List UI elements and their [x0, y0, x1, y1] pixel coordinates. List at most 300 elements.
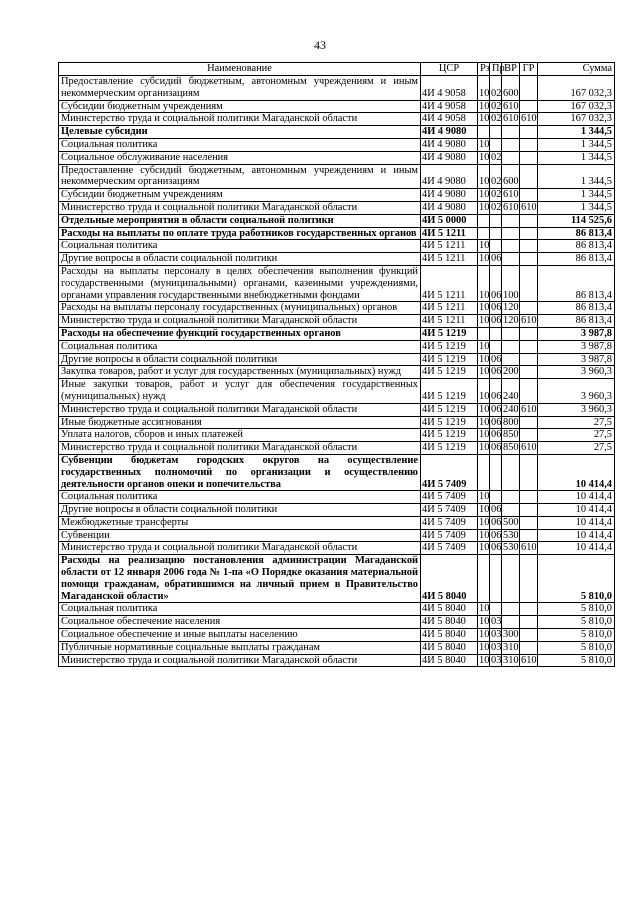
- table-row: [59, 126, 615, 139]
- row-csr: 4И 5 1211: [421, 227, 478, 240]
- table-row: [59, 529, 615, 542]
- row-name: Иные бюджетные ассигнования: [59, 416, 421, 429]
- row-rz: 10: [479, 416, 490, 428]
- row-sum: 5 810,0: [538, 555, 615, 603]
- row-sum: 3 987,8: [538, 340, 615, 353]
- table-row: [59, 113, 615, 126]
- row-pr: [490, 327, 502, 340]
- table-row: [59, 151, 615, 164]
- row-name: Министерство труда и социальной политики Магаданской области: [59, 442, 421, 455]
- row-gr: [520, 327, 538, 340]
- row-gr: 610: [521, 403, 537, 415]
- row-name: Другие вопросы в области социальной политики: [59, 253, 421, 266]
- row-rz: [478, 454, 490, 490]
- row-pr: 06: [491, 302, 502, 314]
- table-row: [59, 366, 615, 379]
- row-rz: 10: [479, 151, 490, 163]
- table-row: [59, 542, 615, 555]
- row-pr: 06: [491, 442, 502, 454]
- row-vr: 610: [503, 201, 519, 213]
- table-row: [59, 491, 615, 504]
- row-name: Министерство труда и социальной политики Магаданской области: [59, 113, 421, 126]
- row-sum: 5 810,0: [538, 603, 615, 616]
- row-sum: 3 987,8: [538, 327, 615, 340]
- row-name: Расходы на выплаты персоналу государственных (муниципальных) органов: [59, 302, 421, 315]
- row-rz: 10: [479, 201, 490, 213]
- row-vr: 120: [503, 302, 519, 314]
- header-name: Наименование: [59, 63, 421, 76]
- row-csr: 4И 5 1219: [421, 327, 478, 340]
- table-row: [59, 164, 615, 189]
- table-row: [59, 641, 615, 654]
- row-gr: [520, 603, 538, 616]
- table-row: [59, 227, 615, 240]
- row-vr: 300: [503, 629, 519, 641]
- row-csr: 4И 4 9080: [421, 138, 478, 151]
- row-pr: 02: [490, 76, 502, 101]
- row-rz: 10: [479, 340, 490, 352]
- row-pr: 06: [491, 516, 502, 528]
- row-csr: 4И 5 1219: [421, 340, 478, 353]
- row-name: Целевые субсидии: [59, 126, 421, 139]
- row-rz: 10: [479, 302, 490, 314]
- table-row: [59, 403, 615, 416]
- row-vr: 850: [503, 442, 519, 454]
- row-vr: [502, 504, 520, 517]
- row-csr: 4И 4 9080: [421, 201, 478, 214]
- row-pr: 02: [490, 164, 502, 189]
- row-vr: 850: [503, 429, 519, 441]
- table-row: [59, 442, 615, 455]
- row-name: Субсидии бюджетным учреждениям: [59, 100, 421, 113]
- row-csr: 4И 5 1211: [421, 253, 478, 266]
- row-sum: 114 525,6: [538, 214, 615, 227]
- row-csr: 4И 5 8040: [421, 616, 478, 629]
- row-gr: [520, 529, 538, 542]
- row-name: Субвенции: [59, 529, 421, 542]
- row-pr: [490, 214, 502, 227]
- row-vr: 310: [503, 641, 519, 653]
- table-row: [59, 654, 615, 667]
- row-vr: 200: [503, 366, 519, 378]
- row-pr: [490, 126, 502, 139]
- row-csr: 4И 5 1211: [421, 302, 478, 315]
- row-csr: 4И 4 9080: [421, 164, 478, 189]
- row-name: Расходы на обеспечение функций государственных органов: [59, 327, 421, 340]
- row-sum: 1 344,5: [538, 189, 615, 202]
- row-rz: 10: [479, 100, 490, 112]
- row-gr: [520, 302, 538, 315]
- row-csr: 4И 4 9080: [421, 151, 478, 164]
- row-csr: 4И 5 0000: [421, 214, 478, 227]
- row-pr: 06: [491, 253, 502, 265]
- page-number: 43: [314, 38, 326, 52]
- row-gr: 610: [521, 654, 537, 666]
- table-row: [59, 240, 615, 253]
- table-row: [59, 516, 615, 529]
- row-sum: 167 032,3: [538, 113, 615, 126]
- row-name: Министерство труда и социальной политики Магаданской области: [59, 201, 421, 214]
- header-vr: ВР: [502, 63, 520, 76]
- row-gr: [520, 151, 538, 164]
- row-name: Другие вопросы в области социальной политики: [59, 504, 421, 517]
- row-name: Субвенции бюджетам городских округов на осуществление государственных полномочий по организации и осуществлению деятельности органов опеки и попечительства: [59, 454, 421, 490]
- row-gr: [520, 429, 538, 442]
- row-gr: [520, 265, 538, 301]
- row-vr: 800: [503, 416, 519, 428]
- row-vr: [502, 616, 520, 629]
- row-pr: 06: [491, 429, 502, 441]
- row-gr: [520, 491, 538, 504]
- row-name: Другие вопросы в области социальной политики: [59, 353, 421, 366]
- row-vr: 600: [502, 164, 520, 189]
- budget-table: [58, 62, 615, 667]
- row-sum: 3 987,8: [538, 353, 615, 366]
- row-vr: 240: [503, 403, 519, 415]
- row-gr: 610: [521, 113, 537, 125]
- row-csr: 4И 5 8040: [421, 654, 478, 667]
- row-pr: 03: [491, 616, 502, 628]
- row-csr: 4И 5 8040: [421, 629, 478, 642]
- row-gr: [520, 189, 538, 202]
- row-csr: 4И 5 1219: [421, 403, 478, 416]
- table-row: [59, 214, 615, 227]
- row-sum: 5 810,0: [538, 654, 615, 667]
- row-sum: 10 414,4: [538, 504, 615, 517]
- row-vr: [502, 454, 520, 490]
- table-row: [59, 416, 615, 429]
- row-rz: [478, 327, 490, 340]
- row-rz: 10: [479, 429, 490, 441]
- row-csr: 4И 5 1211: [421, 315, 478, 328]
- row-rz: [478, 214, 490, 227]
- row-vr: [502, 491, 520, 504]
- row-vr: 310: [503, 654, 519, 666]
- row-pr: 06: [490, 379, 502, 404]
- row-pr: [490, 555, 502, 603]
- row-name: Министерство труда и социальной политики Магаданской области: [59, 542, 421, 555]
- row-pr: [490, 491, 502, 504]
- row-pr: 06: [491, 416, 502, 428]
- row-rz: 10: [479, 353, 490, 365]
- table-row: [59, 629, 615, 642]
- header-pr: Пр: [490, 63, 502, 76]
- row-vr: 100: [502, 265, 520, 301]
- row-csr: 4И 5 1219: [421, 442, 478, 455]
- row-vr: [502, 138, 520, 151]
- row-vr: [502, 126, 520, 139]
- row-sum: 1 344,5: [538, 164, 615, 189]
- row-pr: 02: [491, 201, 502, 213]
- row-vr: 610: [503, 100, 519, 112]
- row-pr: 06: [491, 504, 502, 516]
- row-sum: 86 813,4: [538, 240, 615, 253]
- row-rz: 10: [478, 164, 490, 189]
- row-name: Предоставление субсидий бюджетным, автономным учреждениям и иным некоммерческим организациям: [59, 76, 421, 101]
- row-rz: 10: [479, 504, 490, 516]
- row-gr: [520, 340, 538, 353]
- row-pr: 03: [491, 641, 502, 653]
- table-row: [59, 253, 615, 266]
- table-body: [59, 76, 615, 667]
- row-vr: [502, 340, 520, 353]
- row-pr: 06: [491, 353, 502, 365]
- row-rz: 10: [479, 654, 490, 666]
- row-name: Министерство труда и социальной политики Магаданской области: [59, 315, 421, 328]
- table-row: [59, 616, 615, 629]
- row-name: Социальная политика: [59, 138, 421, 151]
- row-csr: 4И 5 8040: [421, 555, 478, 603]
- row-sum: 86 813,4: [538, 315, 615, 328]
- row-csr: 4И 4 9080: [421, 189, 478, 202]
- row-gr: 610: [521, 442, 537, 454]
- row-gr: [520, 366, 538, 379]
- table-row: [59, 504, 615, 517]
- row-csr: 4И 4 9058: [421, 113, 478, 126]
- row-sum: 27,5: [538, 416, 615, 429]
- row-vr: 610: [503, 189, 519, 201]
- row-gr: 610: [521, 201, 537, 213]
- row-rz: 10: [479, 253, 490, 265]
- row-name: Уплата налогов, сборов и иных платежей: [59, 429, 421, 442]
- row-sum: 3 960,3: [538, 366, 615, 379]
- row-name: Социальная политика: [59, 240, 421, 253]
- row-sum: 86 813,4: [538, 302, 615, 315]
- row-pr: 03: [491, 654, 502, 666]
- row-gr: [520, 454, 538, 490]
- row-name: Субсидии бюджетным учреждениям: [59, 189, 421, 202]
- row-sum: 27,5: [538, 442, 615, 455]
- row-pr: 03: [491, 629, 502, 641]
- row-rz: 10: [479, 603, 490, 615]
- row-pr: 06: [491, 315, 502, 327]
- row-vr: [502, 603, 520, 616]
- row-sum: 5 810,0: [538, 641, 615, 654]
- table-row: [59, 327, 615, 340]
- row-vr: 610: [503, 113, 519, 125]
- row-gr: [520, 379, 538, 404]
- row-csr: 4И 5 1211: [421, 240, 478, 253]
- row-vr: [502, 253, 520, 266]
- header-gr: ГР: [520, 63, 538, 76]
- row-gr: [520, 353, 538, 366]
- row-pr: [490, 603, 502, 616]
- row-gr: [520, 629, 538, 642]
- row-vr: [502, 151, 520, 164]
- row-csr: 4И 5 8040: [421, 641, 478, 654]
- row-sum: 167 032,3: [538, 100, 615, 113]
- row-sum: 3 960,3: [538, 403, 615, 416]
- table-row: [59, 189, 615, 202]
- row-gr: 610: [521, 542, 537, 554]
- row-name: Министерство труда и социальной политики Магаданской области: [59, 654, 421, 667]
- row-name: Социальное обеспечение населения: [59, 616, 421, 629]
- row-sum: 86 813,4: [538, 265, 615, 301]
- row-name: Социальная политика: [59, 491, 421, 504]
- row-rz: 10: [478, 379, 490, 404]
- row-sum: 86 813,4: [538, 227, 615, 240]
- table-row: [59, 429, 615, 442]
- row-pr: 06: [491, 366, 502, 378]
- row-rz: 10: [479, 366, 490, 378]
- row-rz: 10: [479, 529, 490, 541]
- table-row: [59, 76, 615, 101]
- row-vr: [502, 240, 520, 253]
- row-vr: 530: [503, 529, 519, 541]
- header-row: [59, 63, 615, 76]
- row-pr: [490, 454, 502, 490]
- row-gr: [520, 164, 538, 189]
- row-gr: [520, 76, 538, 101]
- row-rz: [478, 555, 490, 603]
- row-rz: 10: [478, 265, 490, 301]
- row-sum: 1 344,5: [538, 126, 615, 139]
- row-name: Расходы на выплаты по оплате труда работников государственных органов: [59, 227, 421, 240]
- row-pr: 02: [491, 151, 502, 163]
- row-pr: [490, 340, 502, 353]
- row-pr: 02: [491, 100, 502, 112]
- row-rz: 10: [479, 113, 490, 125]
- row-gr: [520, 516, 538, 529]
- table-row: [59, 454, 615, 490]
- row-name: Иные закупки товаров, работ и услуг для обеспечения государственных (муниципальных) нужд: [59, 379, 421, 404]
- row-csr: 4И 5 1219: [421, 416, 478, 429]
- row-rz: 10: [479, 542, 490, 554]
- row-csr: 4И 5 7409: [421, 542, 478, 555]
- row-rz: 10: [479, 240, 490, 252]
- row-pr: 06: [491, 403, 502, 415]
- row-gr: [520, 240, 538, 253]
- row-rz: 10: [479, 616, 490, 628]
- row-csr: 4И 5 7409: [421, 491, 478, 504]
- row-vr: 120: [503, 315, 519, 327]
- row-rz: 10: [479, 442, 490, 454]
- row-pr: 06: [491, 542, 502, 554]
- row-sum: 3 960,3: [538, 379, 615, 404]
- row-rz: 10: [479, 315, 490, 327]
- row-pr: 02: [491, 113, 502, 125]
- row-vr: [502, 214, 520, 227]
- row-rz: 10: [479, 516, 490, 528]
- row-name: Социальная политика: [59, 603, 421, 616]
- table-row: [59, 555, 615, 603]
- row-vr: 240: [502, 379, 520, 404]
- row-csr: 4И 4 9058: [421, 76, 478, 101]
- row-sum: 167 032,3: [538, 76, 615, 101]
- row-rz: 10: [479, 641, 490, 653]
- row-gr: [520, 100, 538, 113]
- table-row: [59, 353, 615, 366]
- row-sum: 27,5: [538, 429, 615, 442]
- table-row: [59, 340, 615, 353]
- row-sum: 10 414,4: [538, 454, 615, 490]
- row-gr: [520, 253, 538, 266]
- row-gr: [520, 616, 538, 629]
- row-sum: 5 810,0: [538, 629, 615, 642]
- table-row: [59, 302, 615, 315]
- row-name: Расходы на реализацию постановления администрации Магаданской области от 12 января 2006 года № 1-па «О Порядке оказания материальной помощи гражданам, обратившимся на личный прием в Правительство Магаданской области»: [59, 555, 421, 603]
- row-gr: [520, 641, 538, 654]
- row-rz: 10: [479, 403, 490, 415]
- row-sum: 10 414,4: [538, 542, 615, 555]
- row-vr: 530: [503, 542, 519, 554]
- row-csr: 4И 5 8040: [421, 603, 478, 616]
- row-name: Закупка товаров, работ и услуг для государственных (муниципальных) нужд: [59, 366, 421, 379]
- row-sum: 10 414,4: [538, 491, 615, 504]
- row-vr: 500: [503, 516, 519, 528]
- row-sum: 1 344,5: [538, 151, 615, 164]
- row-pr: 06: [490, 265, 502, 301]
- row-rz: 10: [479, 491, 490, 503]
- row-name: Предоставление субсидий бюджетным, автономным учреждениям и иным некоммерческим организациям: [59, 164, 421, 189]
- row-vr: [502, 327, 520, 340]
- table-header: [59, 63, 615, 76]
- row-pr: [490, 138, 502, 151]
- row-vr: 600: [502, 76, 520, 101]
- row-csr: 4И 4 9058: [421, 100, 478, 113]
- row-csr: 4И 4 9080: [421, 126, 478, 139]
- row-sum: 10 414,4: [538, 529, 615, 542]
- row-pr: [490, 240, 502, 253]
- row-gr: [520, 555, 538, 603]
- row-csr: 4И 5 1219: [421, 429, 478, 442]
- header-csr: ЦСР: [421, 63, 478, 76]
- table-row: [59, 100, 615, 113]
- row-gr: [520, 214, 538, 227]
- row-vr: [502, 353, 520, 366]
- row-rz: 10: [479, 629, 490, 641]
- row-csr: 4И 5 7409: [421, 454, 478, 490]
- table-row: [59, 265, 615, 301]
- row-sum: 1 344,5: [538, 201, 615, 214]
- row-gr: [520, 126, 538, 139]
- row-name: Социальное обеспечение и иные выплаты населению: [59, 629, 421, 642]
- row-rz: 10: [478, 76, 490, 101]
- row-csr: 4И 5 7409: [421, 529, 478, 542]
- row-name: Расходы на выплаты персоналу в целях обеспечения выполнения функций государственными (муниципальными) органами, казенными учреждениями, органами управления государственными внебюджетными фондами: [59, 265, 421, 301]
- table-row: [59, 603, 615, 616]
- row-vr: [502, 555, 520, 603]
- table-row: [59, 379, 615, 404]
- row-csr: 4И 5 1211: [421, 265, 478, 301]
- row-sum: 1 344,5: [538, 138, 615, 151]
- row-csr: 4И 5 1219: [421, 366, 478, 379]
- row-sum: 86 813,4: [538, 253, 615, 266]
- row-gr: 610: [521, 315, 537, 327]
- row-gr: [520, 138, 538, 151]
- row-rz: [478, 227, 490, 240]
- row-name: Публичные нормативные социальные выплаты гражданам: [59, 641, 421, 654]
- row-pr: 06: [491, 529, 502, 541]
- row-gr: [520, 416, 538, 429]
- table-row: [59, 315, 615, 328]
- row-sum: 10 414,4: [538, 516, 615, 529]
- row-gr: [520, 227, 538, 240]
- row-pr: 02: [491, 189, 502, 201]
- row-rz: 10: [479, 138, 490, 150]
- header-sum: Сумма: [538, 63, 615, 76]
- row-rz: [478, 126, 490, 139]
- row-csr: 4И 5 1219: [421, 353, 478, 366]
- table-row: [59, 201, 615, 214]
- row-rz: 10: [479, 189, 490, 201]
- row-name: Отдельные мероприятия в области социальной политики: [59, 214, 421, 227]
- row-vr: [502, 227, 520, 240]
- row-name: Социальная политика: [59, 340, 421, 353]
- row-csr: 4И 5 1219: [421, 379, 478, 404]
- row-gr: [520, 504, 538, 517]
- row-name: Межбюджетные трансферты: [59, 516, 421, 529]
